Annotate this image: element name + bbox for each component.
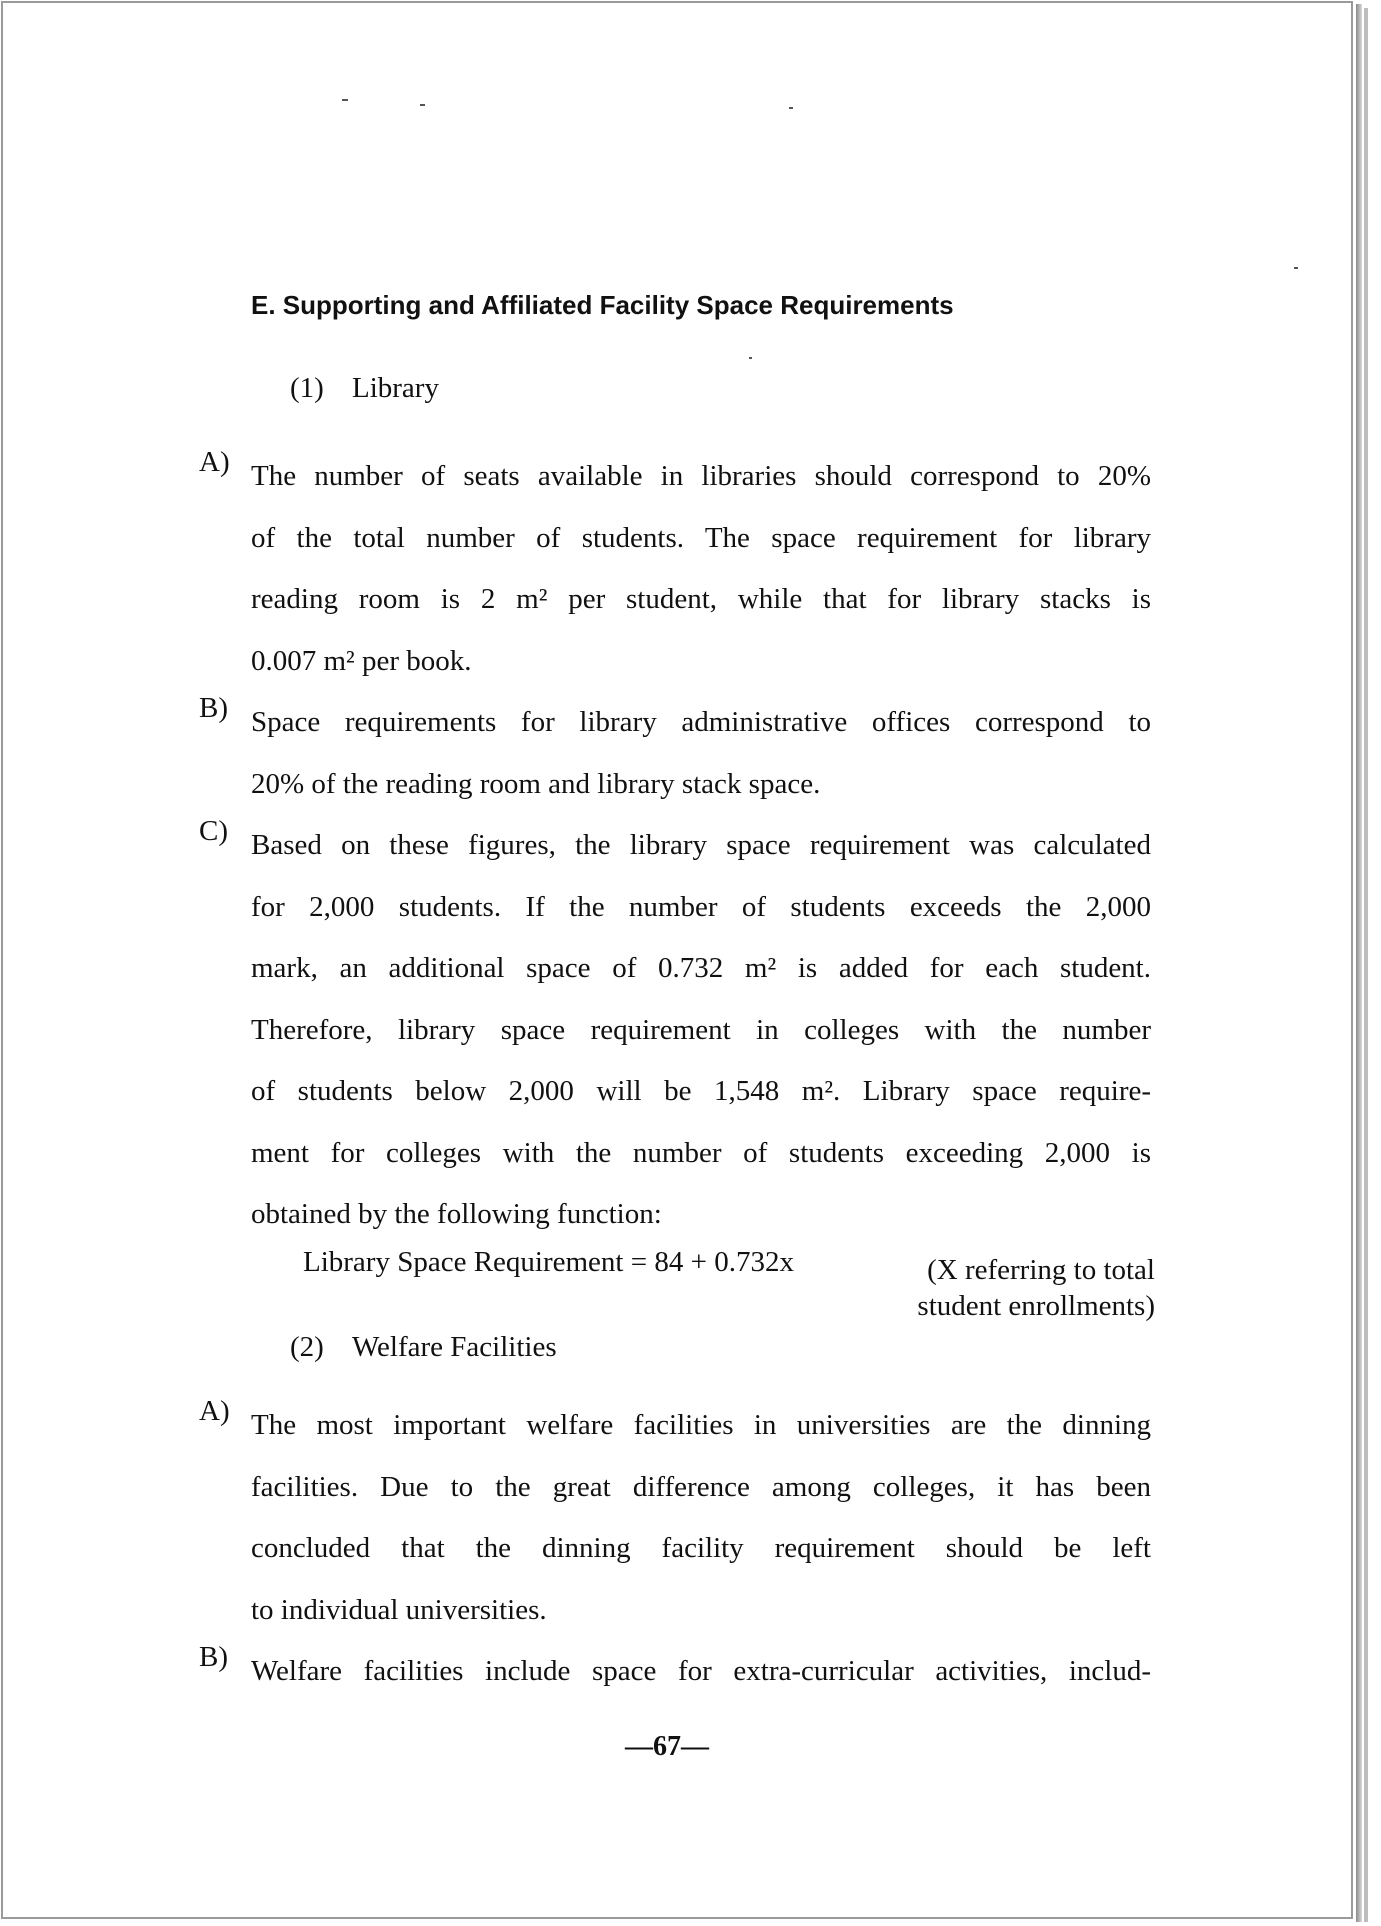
text-line: of students below 2,000 will be 1,548 m². Library space require- <box>251 1075 1151 1107</box>
text-line: ment for colleges with the number of students exceeding 2,000 is <box>251 1136 1151 1169</box>
scan-speck <box>749 357 752 359</box>
welfare-title: Welfare Facilities <box>352 1331 557 1363</box>
item-marker: A) <box>199 1395 230 1427</box>
document-page <box>1 1 1353 1919</box>
library-number: (1) <box>290 372 324 404</box>
item-marker: A) <box>199 446 230 478</box>
text-line: facilities. Due to the great difference among colleges, it has been <box>251 1470 1151 1503</box>
library-item-b <box>199 692 1151 815</box>
section-heading: E. Supporting and Affiliated Facility Space Requirements <box>251 290 954 320</box>
page-number: —67— <box>625 1731 709 1762</box>
scan-speck <box>342 99 348 101</box>
formula-note <box>879 1252 1155 1324</box>
library-subheading <box>290 372 439 405</box>
library-title: Library <box>352 372 439 404</box>
text-line: Welfare facilities include space for extra-curricular activities, includ- <box>251 1655 1151 1687</box>
text-line: Based on these figures, the library space requirement was calculated <box>251 829 1151 861</box>
library-item-a <box>199 446 1151 692</box>
text-line: 0.007 m² per book. <box>251 644 472 677</box>
page-edge-shadow <box>1364 8 1368 1922</box>
library-formula: Library Space Requirement = 84 + 0.732x <box>303 1246 794 1278</box>
scan-speck <box>789 107 793 109</box>
item-marker: B) <box>199 692 228 724</box>
item-marker: C) <box>199 815 228 847</box>
welfare-number: (2) <box>290 1331 324 1363</box>
library-item-c <box>199 815 1151 1246</box>
text-line: of the total number of students. The space requirement for library <box>251 521 1151 554</box>
formula-note-line: student enrollments) <box>917 1290 1155 1322</box>
text-line: 20% of the reading room and library stack space. <box>251 767 821 800</box>
scan-speck <box>420 104 425 106</box>
text-line: to individual universities. <box>251 1593 547 1626</box>
text-line: for 2,000 students. If the number of students exceeds the 2,000 <box>251 890 1151 923</box>
text-line: Space requirements for library administrative offices correspond to <box>251 706 1151 738</box>
text-line: concluded that the dinning facility requirement should be left <box>251 1532 1151 1564</box>
page-edge-shadow <box>1356 4 1362 1922</box>
text-line: Therefore, library space requirement in colleges with the number <box>251 1013 1151 1046</box>
item-marker: B) <box>199 1641 228 1673</box>
text-line: obtained by the following function: <box>251 1198 662 1230</box>
text-line: mark, an additional space of 0.732 m² is added for each student. <box>251 952 1151 984</box>
welfare-item-a <box>199 1395 1151 1641</box>
text-line: The most important welfare facilities in universities are the dinning <box>251 1409 1151 1441</box>
welfare-subheading <box>290 1331 557 1364</box>
text-line: The number of seats available in libraries should correspond to 20% <box>251 460 1151 492</box>
welfare-item-b <box>199 1641 1151 1703</box>
formula-note-line: (X referring to total <box>927 1254 1155 1286</box>
text-line: reading room is 2 m² per student, while that for library stacks is <box>251 583 1151 615</box>
scan-speck <box>1294 267 1298 269</box>
